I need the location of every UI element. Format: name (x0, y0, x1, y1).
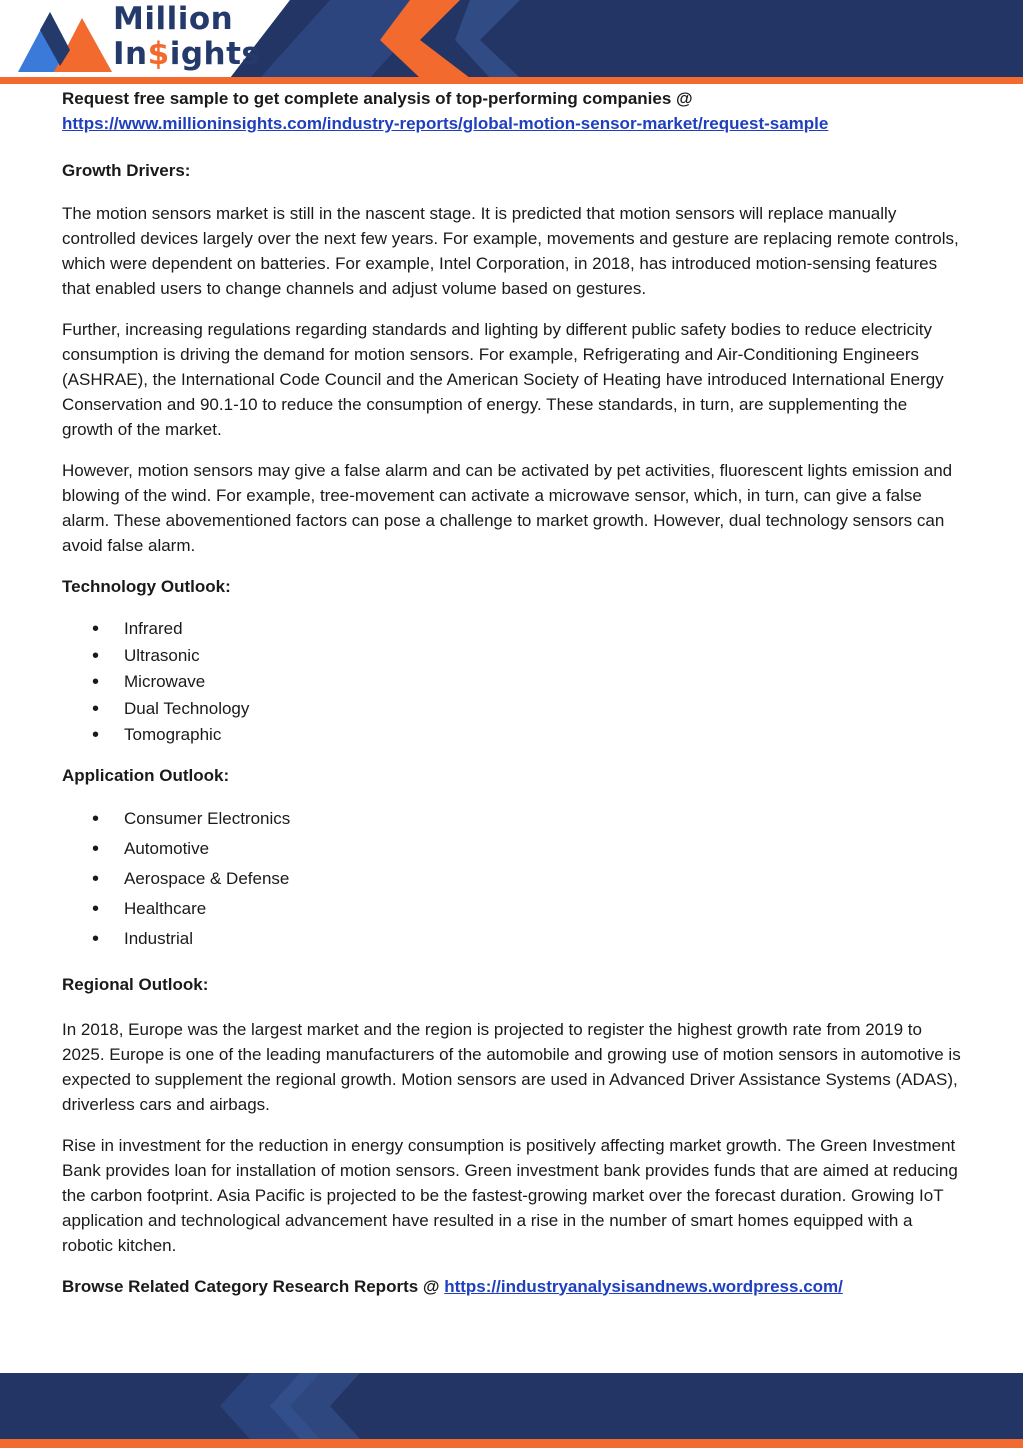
document-body (62, 86, 962, 1299)
application-list (62, 804, 962, 954)
footer-banner (0, 1373, 1023, 1448)
technology-list (62, 616, 962, 749)
application-heading: Application Outlook: (62, 765, 230, 785)
regional-heading: Regional Outlook: (62, 974, 209, 994)
list-item: • Ultrasonic (62, 643, 962, 670)
technology-heading: Technology Outlook: (62, 577, 231, 596)
growth-heading: Growth Drivers: (62, 161, 191, 180)
list-item: • Industrial (62, 924, 962, 954)
logo-line-1: Million (113, 1, 234, 37)
logo-line-2 (113, 36, 261, 72)
list-item: • Dual Technology (62, 696, 962, 723)
regional-paragraph-1: In 2018, Europe was the largest market and the region is projected to register the highest growth rate from 2019 to 2025. Europe is one of the leading manufacturers of the automobile and growing use of motion sensors in automotive is expected to supplement the regional growth. Motion sensors are used in Advanced Driver Assistance Systems (ADAS), driverless cars and airbags. (62, 1019, 961, 1114)
regional-paragraph-2: Rise in investment for the reduction in energy consumption is positively affecting market growth. The Green Investment Bank provides loan for installation of motion sensors. Green investment bank provides funds that are aimed at reducing the carbon footprint. Asia Pacific is projected to be the fastest-growing market over the forecast duration. Growing IoT application and technological advancement have resulted in a rise in the number of smart homes equipped with a robotic kitchen. (62, 1135, 958, 1255)
logo-icon (10, 4, 120, 78)
logo-wordmark (113, 1, 261, 72)
intro-text: Request free sample to get complete analysis of top-performing companies @ (62, 89, 693, 108)
list-item: • Infrared (62, 616, 962, 643)
growth-paragraph-1: The motion sensors market is still in the nascent stage. It is predicted that motion sensors will replace manually controlled devices largely over the next few years. For example, movements and gesture are replacing remote controls, which were dependent on batteries. For example, Intel Corporation, in 2018, has introduced motion-sensing features that enabled users to change channels and adjust volume based on gestures. (62, 204, 959, 298)
growth-paragraph-3: However, motion sensors may give a false alarm and can be activated by pet activities, fluorescent lights emission and blowing of the wind. For example, tree-movement can activate a microwave sensor, which, in turn, can give a false alarm. These abovementioned factors can pose a challenge to market growth. However, dual technology sensors can avoid false alarm. (62, 461, 953, 555)
list-item: • Healthcare (62, 894, 962, 924)
header-banner (0, 0, 1023, 84)
growth-paragraph-2: Further, increasing regulations regarding standards and lighting by different public safety bodies to reduce electricity consumption is driving the demand for motion sensors. For example, Refrigerating and Air-Conditioning Engineers (ASHRAE), the International Code Council and the American Society of Heating have introduced International Energy Conservation and 90.1-10 to reduce the consumption of energy. These standards, in turn, are supplementing the growth of the market. (62, 320, 944, 439)
browse-link[interactable]: https://industryanalysisandnews.wordpress.com/ (444, 1276, 843, 1296)
list-item: • Automotive (62, 834, 962, 864)
logo-line-2-post: ights (169, 36, 261, 72)
footer-graphic (0, 1373, 1023, 1448)
logo-dollar: $ (147, 36, 170, 72)
logo-line-2-pre: In (113, 36, 148, 72)
browse-line (62, 1274, 962, 1299)
list-item: • Microwave (62, 669, 962, 696)
request-sample-link[interactable]: https://www.millioninsights.com/industry-reports/global-motion-sensor-market/request-sample (62, 114, 829, 133)
list-item: • Consumer Electronics (62, 804, 962, 834)
list-item: • Aerospace & Defense (62, 864, 962, 894)
browse-text: Browse Related Category Research Reports @ (62, 1276, 440, 1296)
list-item: • Tomographic (62, 722, 962, 749)
